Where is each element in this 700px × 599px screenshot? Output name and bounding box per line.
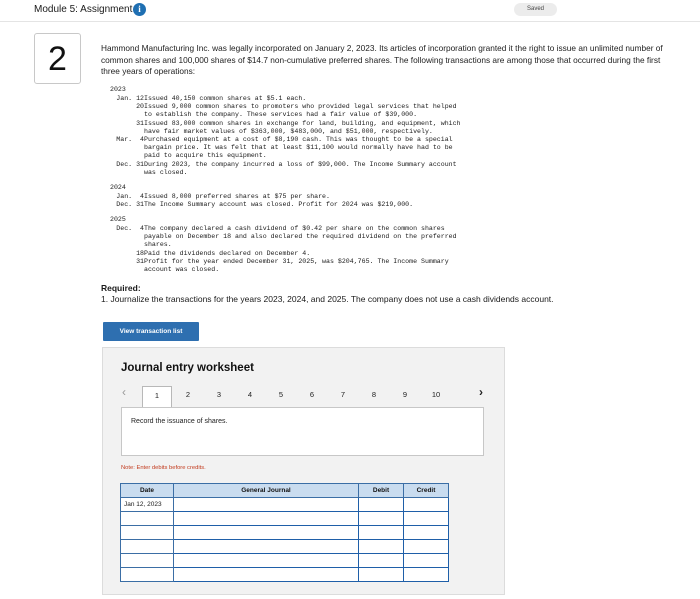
- transaction-date: Jan. 12: [116, 95, 144, 102]
- credit-input[interactable]: [404, 554, 449, 568]
- date-cell[interactable]: Jan 12, 2023: [121, 498, 174, 512]
- tab-page-5[interactable]: 5: [278, 390, 284, 399]
- module-title: Module 5: Assignment: [34, 4, 133, 15]
- journal-input[interactable]: [174, 554, 359, 568]
- year-2023-label: 2023: [110, 86, 126, 93]
- transaction-text: account was closed.: [144, 265, 220, 273]
- credit-input[interactable]: [404, 540, 449, 554]
- transaction-text: to establish the company. These services had a fair value of $39,000.: [144, 111, 418, 119]
- date-cell[interactable]: [121, 526, 174, 540]
- date-cell[interactable]: [121, 568, 174, 582]
- debit-input[interactable]: [359, 498, 404, 512]
- transaction-date: 31: [136, 119, 144, 127]
- journal-input[interactable]: [174, 498, 359, 512]
- transaction-text: paid to acquire this equipment.: [144, 152, 267, 160]
- journal-input[interactable]: [174, 526, 359, 540]
- tab-page-8[interactable]: 8: [371, 390, 377, 399]
- question-number: 2: [34, 33, 81, 84]
- tab-page-6[interactable]: 6: [309, 390, 315, 399]
- transaction-text: Paid the dividends declared on December 4.: [144, 249, 311, 257]
- top-bar: [0, 0, 700, 22]
- transaction-date: 18: [136, 249, 144, 257]
- chevron-left-icon[interactable]: ‹: [122, 385, 126, 399]
- debit-input[interactable]: [359, 540, 404, 554]
- column-header-debit: Debit: [359, 484, 404, 498]
- transaction-text: was closed.: [144, 168, 188, 176]
- transaction-text: bargain price. It was felt that at least $11,100 would normally have had to be: [144, 144, 453, 152]
- tab-page-9[interactable]: 9: [402, 390, 408, 399]
- column-header-credit: Credit: [404, 484, 449, 498]
- transaction-text: The company declared a cash dividend of $0.42 per share on the common shares: [144, 225, 445, 232]
- table-row: [121, 498, 449, 512]
- saved-badge: Saved: [514, 3, 557, 16]
- tab-page-3[interactable]: 3: [216, 390, 222, 399]
- debit-input[interactable]: [359, 554, 404, 568]
- date-cell[interactable]: [121, 512, 174, 526]
- question-intro: Hammond Manufacturing Inc. was legally incorporated on January 2, 2023. Its articles of incorporation granted it the right to issue an unlimited number of common shares and 100,000 shares of $14.7 non-cumulative preferred shares. The following transactions are among those that occurred during the first three years of operations:: [101, 43, 663, 76]
- transaction-date: Jan. 4: [116, 193, 144, 200]
- tab-page-2[interactable]: 2: [185, 390, 191, 399]
- transaction-date: Dec. 31: [116, 201, 144, 209]
- tab-page-4[interactable]: 4: [247, 390, 253, 399]
- debit-input[interactable]: [359, 512, 404, 526]
- required-text: 1. Journalize the transactions for the years 2023, 2024, and 2025. The company does not use a cash dividends account.: [101, 294, 554, 304]
- tab-page-7[interactable]: 7: [340, 390, 346, 399]
- note-text: Note: Enter debits before credits.: [121, 465, 206, 471]
- column-header-date: Date: [121, 484, 174, 498]
- transaction-text: Issued 83,000 common shares in exchange for land, building, and equipment, which: [144, 119, 461, 127]
- credit-input[interactable]: [404, 498, 449, 512]
- chevron-right-icon[interactable]: ›: [479, 385, 483, 399]
- journal-input[interactable]: [174, 512, 359, 526]
- date-cell[interactable]: [121, 554, 174, 568]
- year-2025-label: 2025: [110, 216, 126, 223]
- transaction-date: Dec. 31: [116, 160, 144, 168]
- table-row: [121, 540, 449, 554]
- journal-entry-worksheet: [102, 347, 505, 595]
- tab-page-10[interactable]: 10: [431, 390, 441, 399]
- transaction-text: shares.: [144, 241, 172, 249]
- required-heading: Required:: [101, 283, 141, 293]
- transaction-text: During 2023, the company incurred a loss of $99,000. The Income Summary account: [144, 160, 457, 168]
- tab-page-1[interactable]: 1: [142, 386, 172, 407]
- transaction-text: Profit for the year ended December 31, 2025, was $204,765. The Income Summary: [144, 257, 449, 265]
- table-row: [121, 568, 449, 582]
- instruction-text: Record the issuance of shares.: [131, 418, 228, 425]
- transaction-text: payable on December 18 and also declared the required dividend on the preferred: [144, 233, 457, 241]
- transaction-date: Dec. 4: [116, 225, 144, 232]
- transaction-text: Issued 40,150 common shares at $5.1 each.: [144, 95, 307, 102]
- date-cell[interactable]: [121, 540, 174, 554]
- debit-input[interactable]: [359, 568, 404, 582]
- view-transaction-list-button[interactable]: View transaction list: [103, 322, 199, 341]
- transaction-text: have fair market values of $363,000, $483,000, and $51,000, respectively.: [144, 127, 433, 135]
- credit-input[interactable]: [404, 568, 449, 582]
- transaction-text: Purchased equipment at a cost of $8,190 cash. This was thought to be a special: [144, 135, 453, 143]
- journal-input[interactable]: [174, 568, 359, 582]
- transaction-date: 20: [136, 103, 144, 111]
- transaction-date: 31: [136, 257, 144, 265]
- table-row: [121, 554, 449, 568]
- table-row: [121, 512, 449, 526]
- credit-input[interactable]: [404, 512, 449, 526]
- transaction-text: Issued 9,000 common shares to promoters who provided legal services that helped: [144, 103, 457, 111]
- transaction-date: Mar. 4: [116, 135, 144, 143]
- transaction-text: The Income Summary account was closed. Profit for 2024 was $219,000.: [144, 201, 414, 209]
- transaction-text: Issued 8,000 preferred shares at $75 per share.: [144, 193, 330, 200]
- worksheet-title: Journal entry worksheet: [121, 362, 254, 374]
- credit-input[interactable]: [404, 526, 449, 540]
- info-icon[interactable]: i: [133, 3, 146, 16]
- table-row: [121, 526, 449, 540]
- journal-table: [120, 483, 449, 582]
- debit-input[interactable]: [359, 526, 404, 540]
- column-header-general-journal: General Journal: [174, 484, 359, 498]
- instruction-box: [121, 407, 484, 456]
- journal-input[interactable]: [174, 540, 359, 554]
- year-2024-label: 2024: [110, 184, 126, 191]
